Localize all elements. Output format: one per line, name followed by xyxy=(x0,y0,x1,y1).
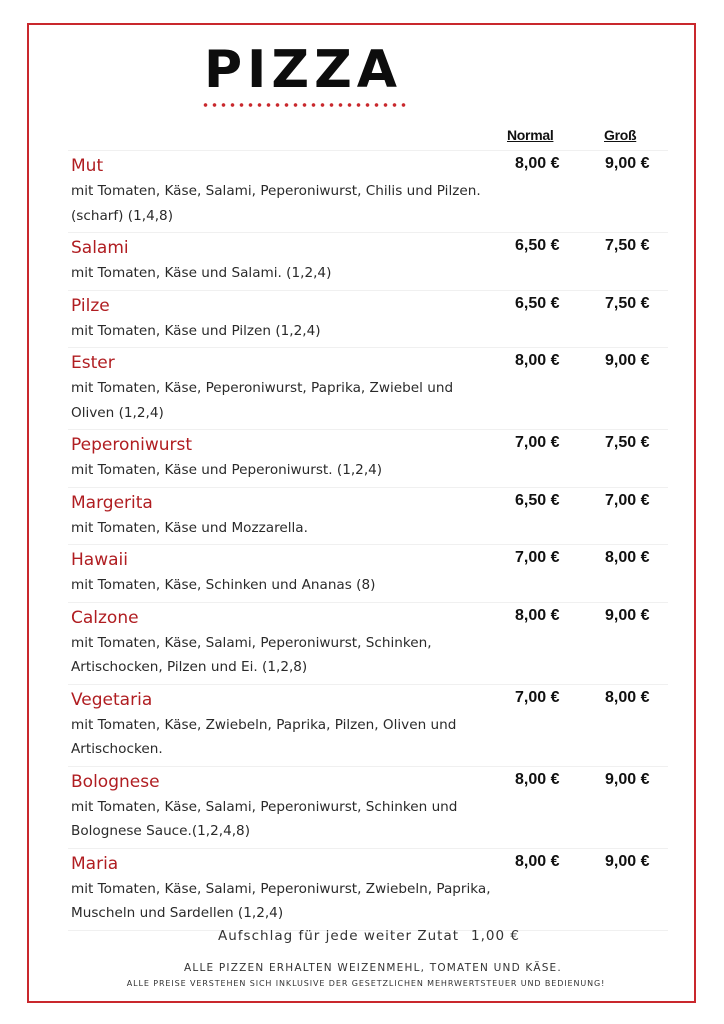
price-gross: 9,00 € xyxy=(605,155,650,172)
pizza-description: mit Tomaten, Käse und Pilzen (1,2,4) xyxy=(71,322,321,339)
column-header-gross: Groß xyxy=(604,127,637,143)
pizza-name: Maria xyxy=(71,853,119,874)
pizza-description: mit Tomaten, Käse, Salami, Peperoniwurst, Schinken, Artischocken, Pilzen und Ei. (1,2,8) xyxy=(71,634,432,675)
pizza-description: mit Tomaten, Käse, Zwiebeln, Paprika, Pilzen, Oliven und Artischocken. xyxy=(71,716,457,757)
menu-item xyxy=(68,290,668,348)
price-gross: 8,00 € xyxy=(605,688,650,706)
price-normal: 8,00 € xyxy=(515,155,560,172)
surcharge-amount: 1,00 € xyxy=(471,928,520,944)
pizza-name: Margerita xyxy=(71,492,153,513)
pizza-description: mit Tomaten, Käse und Mozzarella. xyxy=(71,519,308,536)
price-gross: 9,00 € xyxy=(605,352,650,369)
pizza-name: Peperoniwurst xyxy=(71,435,193,455)
pizza-description: mit Tomaten, Käse, Salami, Peperoniwurst, Zwiebeln, Paprika, Muscheln und Sardellen (1,2,4) xyxy=(71,880,491,921)
pizza-name: Bolognese xyxy=(71,771,160,792)
ingredients-note: ALLE PIZZEN ERHALTEN WEIZENMEHL, TOMATEN UND KÄSE. xyxy=(184,962,562,974)
menu-item xyxy=(68,684,668,766)
menu-item xyxy=(68,766,668,848)
price-gross: 8,00 € xyxy=(605,549,650,566)
menu-item xyxy=(68,429,668,487)
menu-item xyxy=(68,602,668,684)
menu-item xyxy=(68,347,668,429)
surcharge-label: Aufschlag für jede weiter Zutat xyxy=(218,928,460,944)
column-header-normal: Normal xyxy=(507,127,554,143)
pizza-name: Mut xyxy=(71,156,104,176)
price-normal: 6,50 € xyxy=(515,237,560,254)
pizza-description: mit Tomaten, Käse und Salami. (1,2,4) xyxy=(71,265,332,281)
price-normal: 8,00 € xyxy=(515,770,560,788)
pizza-description: mit Tomaten, Käse, Salami, Peperoniwurst, Chilis und Pilzen. (scharf) (1,4,8) xyxy=(71,183,481,224)
price-gross: 9,00 € xyxy=(605,606,650,624)
price-gross: 7,00 € xyxy=(605,491,650,509)
dotted-divider xyxy=(201,102,409,108)
price-normal: 6,50 € xyxy=(515,294,560,312)
pizza-name: Vegetaria xyxy=(71,689,153,710)
price-normal: 7,00 € xyxy=(515,549,560,566)
pizza-description: mit Tomaten, Käse und Peperoniwurst. (1,2,4) xyxy=(71,462,383,478)
price-gross: 9,00 € xyxy=(605,852,650,870)
price-normal: 8,00 € xyxy=(515,606,560,624)
price-normal: 6,50 € xyxy=(515,491,560,509)
pizza-name: Hawaii xyxy=(71,550,128,570)
pizza-name: Pilze xyxy=(71,295,110,316)
price-normal: 8,00 € xyxy=(515,352,560,369)
pizza-name: Salami xyxy=(71,238,129,258)
menu-item xyxy=(68,232,668,290)
price-normal: 7,00 € xyxy=(515,688,560,706)
price-normal: 7,00 € xyxy=(515,434,560,451)
extra-topping-surcharge xyxy=(0,928,724,944)
menu-item xyxy=(68,848,668,931)
pizza-name: Ester xyxy=(71,353,115,373)
pizza-menu-list xyxy=(68,150,668,931)
page-title: PIZZA xyxy=(203,40,403,100)
pizza-name: Calzone xyxy=(71,607,139,628)
menu-item xyxy=(68,544,668,602)
pizza-description: mit Tomaten, Käse, Salami, Peperoniwurst, Schinken und Bolognese Sauce.(1,2,4,8) xyxy=(71,798,458,839)
price-gross: 7,50 € xyxy=(605,237,650,254)
menu-item xyxy=(68,150,668,232)
pizza-description: mit Tomaten, Käse, Peperoniwurst, Paprika, Zwiebel und Oliven (1,2,4) xyxy=(71,380,454,421)
pizza-description: mit Tomaten, Käse, Schinken und Ananas (8) xyxy=(71,577,376,593)
price-gross: 7,50 € xyxy=(605,294,650,312)
price-normal: 8,00 € xyxy=(515,852,560,870)
prices-note: ALLE PREISE VERSTEHEN SICH INKLUSIVE DER GESETZLICHEN MEHRWERTSTEUER UND BEDIENUNG! xyxy=(126,979,606,988)
price-gross: 9,00 € xyxy=(605,770,650,788)
price-gross: 7,50 € xyxy=(605,434,650,451)
menu-item xyxy=(68,487,668,545)
